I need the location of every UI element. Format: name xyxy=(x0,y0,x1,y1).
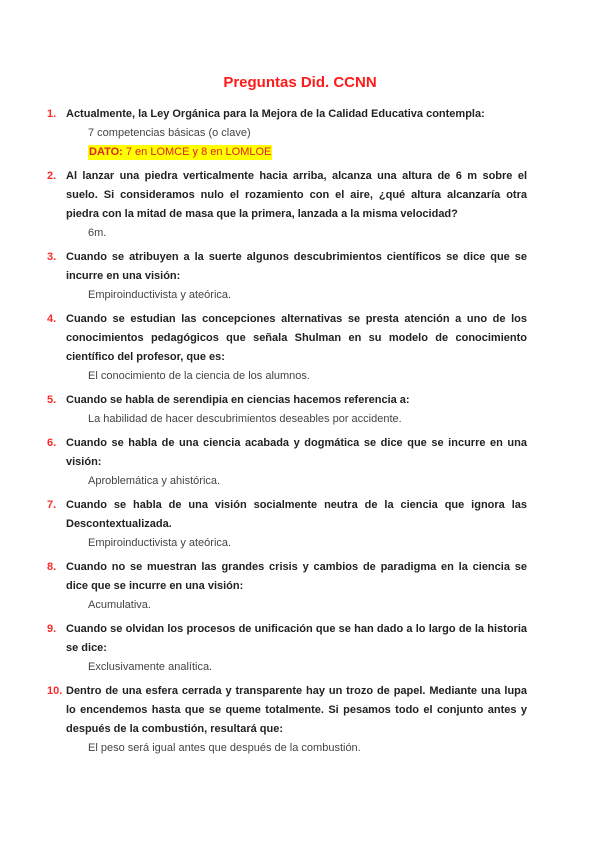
note xyxy=(88,143,527,162)
answer-text: Aproblemática y ahistórica. xyxy=(88,475,221,487)
note-text: 7 en LOMCE y 8 en LOMLOE xyxy=(122,146,272,158)
question-number: 6. xyxy=(47,437,57,449)
question-text: Cuando no se muestran las grandes crisis y cambios de paradigma en la ciencia se dice que se incurre en una visión: xyxy=(66,561,527,592)
question-text: Cuando se habla de una visión socialmente neutra de la ciencia que ignora las Descontextualizada. xyxy=(66,499,527,530)
question-text: Cuando se habla de una ciencia acabada y dogmática se dice que se incurre en una visión: xyxy=(66,437,527,468)
answer-text: 7 competencias básicas (o clave) xyxy=(88,127,251,139)
question-number: 9. xyxy=(47,623,57,635)
answer-text: El peso será igual antes que después de la combustión. xyxy=(88,742,361,754)
question-item xyxy=(47,558,527,615)
question-item xyxy=(47,620,527,677)
question-item xyxy=(47,496,527,553)
question-number: 1. xyxy=(47,108,57,120)
question-item xyxy=(47,310,527,386)
highlighted-note xyxy=(88,145,272,160)
question-item xyxy=(47,391,527,429)
answer-text: La habilidad de hacer descubrimientos deseables por accidente. xyxy=(88,413,402,425)
question-number: 3. xyxy=(47,251,57,263)
question-text: Dentro de una esfera cerrada y transparente hay un trozo de papel. Mediante una lupa lo encendemos hasta que se queme totalmente. Si pesamos todo el conjunto antes y después de la combustión, resultará que: xyxy=(66,685,527,735)
answer-text: Empiroinductivista y ateórica. xyxy=(88,537,232,549)
question-text: Cuando se estudian las concepciones alternativas se presta atención a uno de los conocimientos pedagógicos que señala Shulman en su modelo de conocimiento científico del profesor, que es: xyxy=(66,313,527,363)
question-item xyxy=(47,167,527,243)
answer-text: Acumulativa. xyxy=(88,599,151,611)
answer-text: Exclusivamente analítica. xyxy=(88,661,213,673)
question-number: 2. xyxy=(47,170,57,182)
question-number: 7. xyxy=(47,499,57,511)
question-item xyxy=(47,248,527,305)
question-number: 10. xyxy=(47,685,63,697)
page-title: Preguntas Did. CCNN xyxy=(223,74,377,91)
question-list xyxy=(47,105,527,763)
question-number: 4. xyxy=(47,313,57,325)
question-text: Cuando se habla de serendipia en ciencias hacemos referencia a: xyxy=(66,394,410,406)
question-text: Cuando se atribuyen a la suerte algunos descubrimientos científicos se dice que se incurre en una visión: xyxy=(66,251,527,282)
question-item xyxy=(47,105,527,162)
question-number: 5. xyxy=(47,394,57,406)
note-label: DATO: xyxy=(89,146,123,158)
answer-text: 6m. xyxy=(88,227,107,239)
question-text: Actualmente, la Ley Orgánica para la Mejora de la Calidad Educativa contempla: xyxy=(66,108,485,120)
question-item xyxy=(47,434,527,491)
answer-text: El conocimiento de la ciencia de los alumnos. xyxy=(88,370,310,382)
question-item xyxy=(47,682,527,758)
question-text: Al lanzar una piedra verticalmente hacia arriba, alcanza una altura de 6 m sobre el suelo. Si consideramos nulo el rozamiento con el aire, ¿qué altura alcanzaría otra piedra con la mitad de masa que la primera, lanzada a la misma velocidad? xyxy=(66,170,527,220)
answer-text: Empiroinductivista y ateórica. xyxy=(88,289,232,301)
question-number: 8. xyxy=(47,561,57,573)
question-text: Cuando se olvidan los procesos de unificación que se han dado a lo largo de la historia se dice: xyxy=(66,623,527,654)
